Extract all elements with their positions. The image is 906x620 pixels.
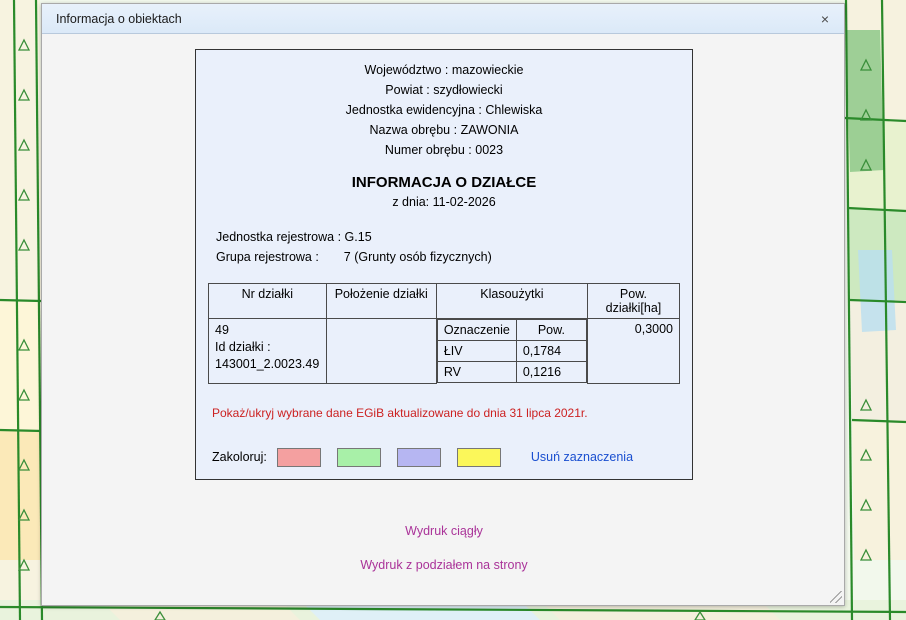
header-label-nazwa-obrebu: Nazwa obrębu : [369, 123, 458, 137]
table-row [209, 319, 680, 384]
report-date: z dnia: 11-02-2026 [392, 195, 496, 209]
header-label-wojewodztwo: Województwo : [364, 63, 449, 77]
klasouzytki-row [437, 341, 586, 362]
dialog-titlebar[interactable] [42, 4, 844, 34]
column-header-klasouzytki: Klasoużytki [436, 284, 587, 319]
swatch-blue[interactable] [397, 448, 441, 467]
header-value-powiat: szydłowiecki [433, 83, 503, 97]
cell-nr-dzialki [209, 319, 327, 384]
dialog-body [42, 34, 844, 605]
print-paged-link[interactable]: Wydruk z podziałem na strony [360, 558, 528, 572]
registry-label-grupa: Grupa rejestrowa : [216, 250, 319, 264]
information-dialog[interactable] [41, 3, 845, 606]
header-line-powiat [208, 80, 680, 100]
parcel-id-value: 143001_2.0023.49 [215, 357, 320, 371]
column-header-pow: Pow. [516, 320, 586, 341]
cell-polozenie [326, 319, 436, 384]
print-continuous-link[interactable]: Wydruk ciągły [405, 524, 483, 538]
parcel-number: 49 [215, 323, 229, 337]
klasouzytek-pow-2: 0,1216 [516, 362, 586, 383]
colorize-controls [208, 448, 680, 467]
header-line-nazwa-obrebu [208, 120, 680, 140]
column-header-pow-dzialki: Pow. działki[ha] [587, 284, 679, 319]
cell-pow-dzialki: 0,3000 [587, 319, 679, 384]
registry-block [208, 227, 680, 267]
dialog-title: Informacja o obiektach [56, 11, 182, 26]
klasouzytki-row [437, 362, 586, 383]
header-line-numer-obrebu [208, 140, 680, 160]
klasouzytek-oznaczenie-2: RV [437, 362, 516, 383]
swatch-green[interactable] [337, 448, 381, 467]
parcel-table-head [209, 284, 680, 319]
klasouzytek-pow-1: 0,1784 [516, 341, 586, 362]
column-header-nr-dzialki: Nr działki [209, 284, 327, 319]
klasouzytki-header-row [437, 320, 586, 341]
column-header-oznaczenie: Oznaczenie [437, 320, 516, 341]
egib-notice-link[interactable]: Pokaż/ukryj wybrane dane EGiB aktualizowane do dnia 31 lipca 2021r. [212, 405, 588, 420]
clear-selection-link[interactable]: Usuń zaznaczenia [530, 450, 634, 464]
parcel-report-panel [195, 49, 693, 480]
parcel-table-body [209, 319, 680, 384]
registry-value-grupa: 7 (Grunty osób fizycznych) [343, 250, 492, 264]
klasouzytek-oznaczenie-1: ŁIV [437, 341, 516, 362]
parcel-id-label: Id działki : [215, 340, 271, 354]
header-line-wojewodztwo [208, 60, 680, 80]
cell-klasouzytki [436, 319, 587, 384]
registry-value-jednostka: G.15 [344, 230, 372, 244]
registry-line-grupa [208, 247, 680, 267]
header-value-wojewodztwo: mazowieckie [451, 63, 524, 77]
header-line-jednostka-ewidencyjna [208, 100, 680, 120]
swatch-yellow[interactable] [457, 448, 501, 467]
header-label-powiat: Powiat : [385, 83, 430, 97]
header-label-numer-obrebu: Numer obrębu : [384, 143, 472, 157]
registry-label-jednostka: Jednostka rejestrowa : [216, 230, 342, 244]
column-header-polozenie: Położenie działki [326, 284, 436, 319]
header-value-jednostka-ewidencyjna: Chlewiska [485, 103, 543, 117]
klasouzytki-table [437, 319, 587, 383]
resize-handle[interactable] [830, 591, 842, 603]
close-icon[interactable]: × [820, 10, 830, 27]
parcel-table [208, 283, 680, 384]
header-value-nazwa-obrebu: ZAWONIA [460, 123, 519, 137]
registry-line-jednostka [208, 227, 680, 247]
table-header-row [209, 284, 680, 319]
colorize-label: Zakoloruj: [212, 450, 267, 464]
header-label-jednostka-ewidencyjna: Jednostka ewidencyjna : [345, 103, 482, 117]
report-title: INFORMACJA O DZIAŁCE [351, 174, 537, 191]
print-links [195, 504, 693, 572]
swatch-red[interactable] [277, 448, 321, 467]
header-value-numer-obrebu: 0023 [475, 143, 504, 157]
